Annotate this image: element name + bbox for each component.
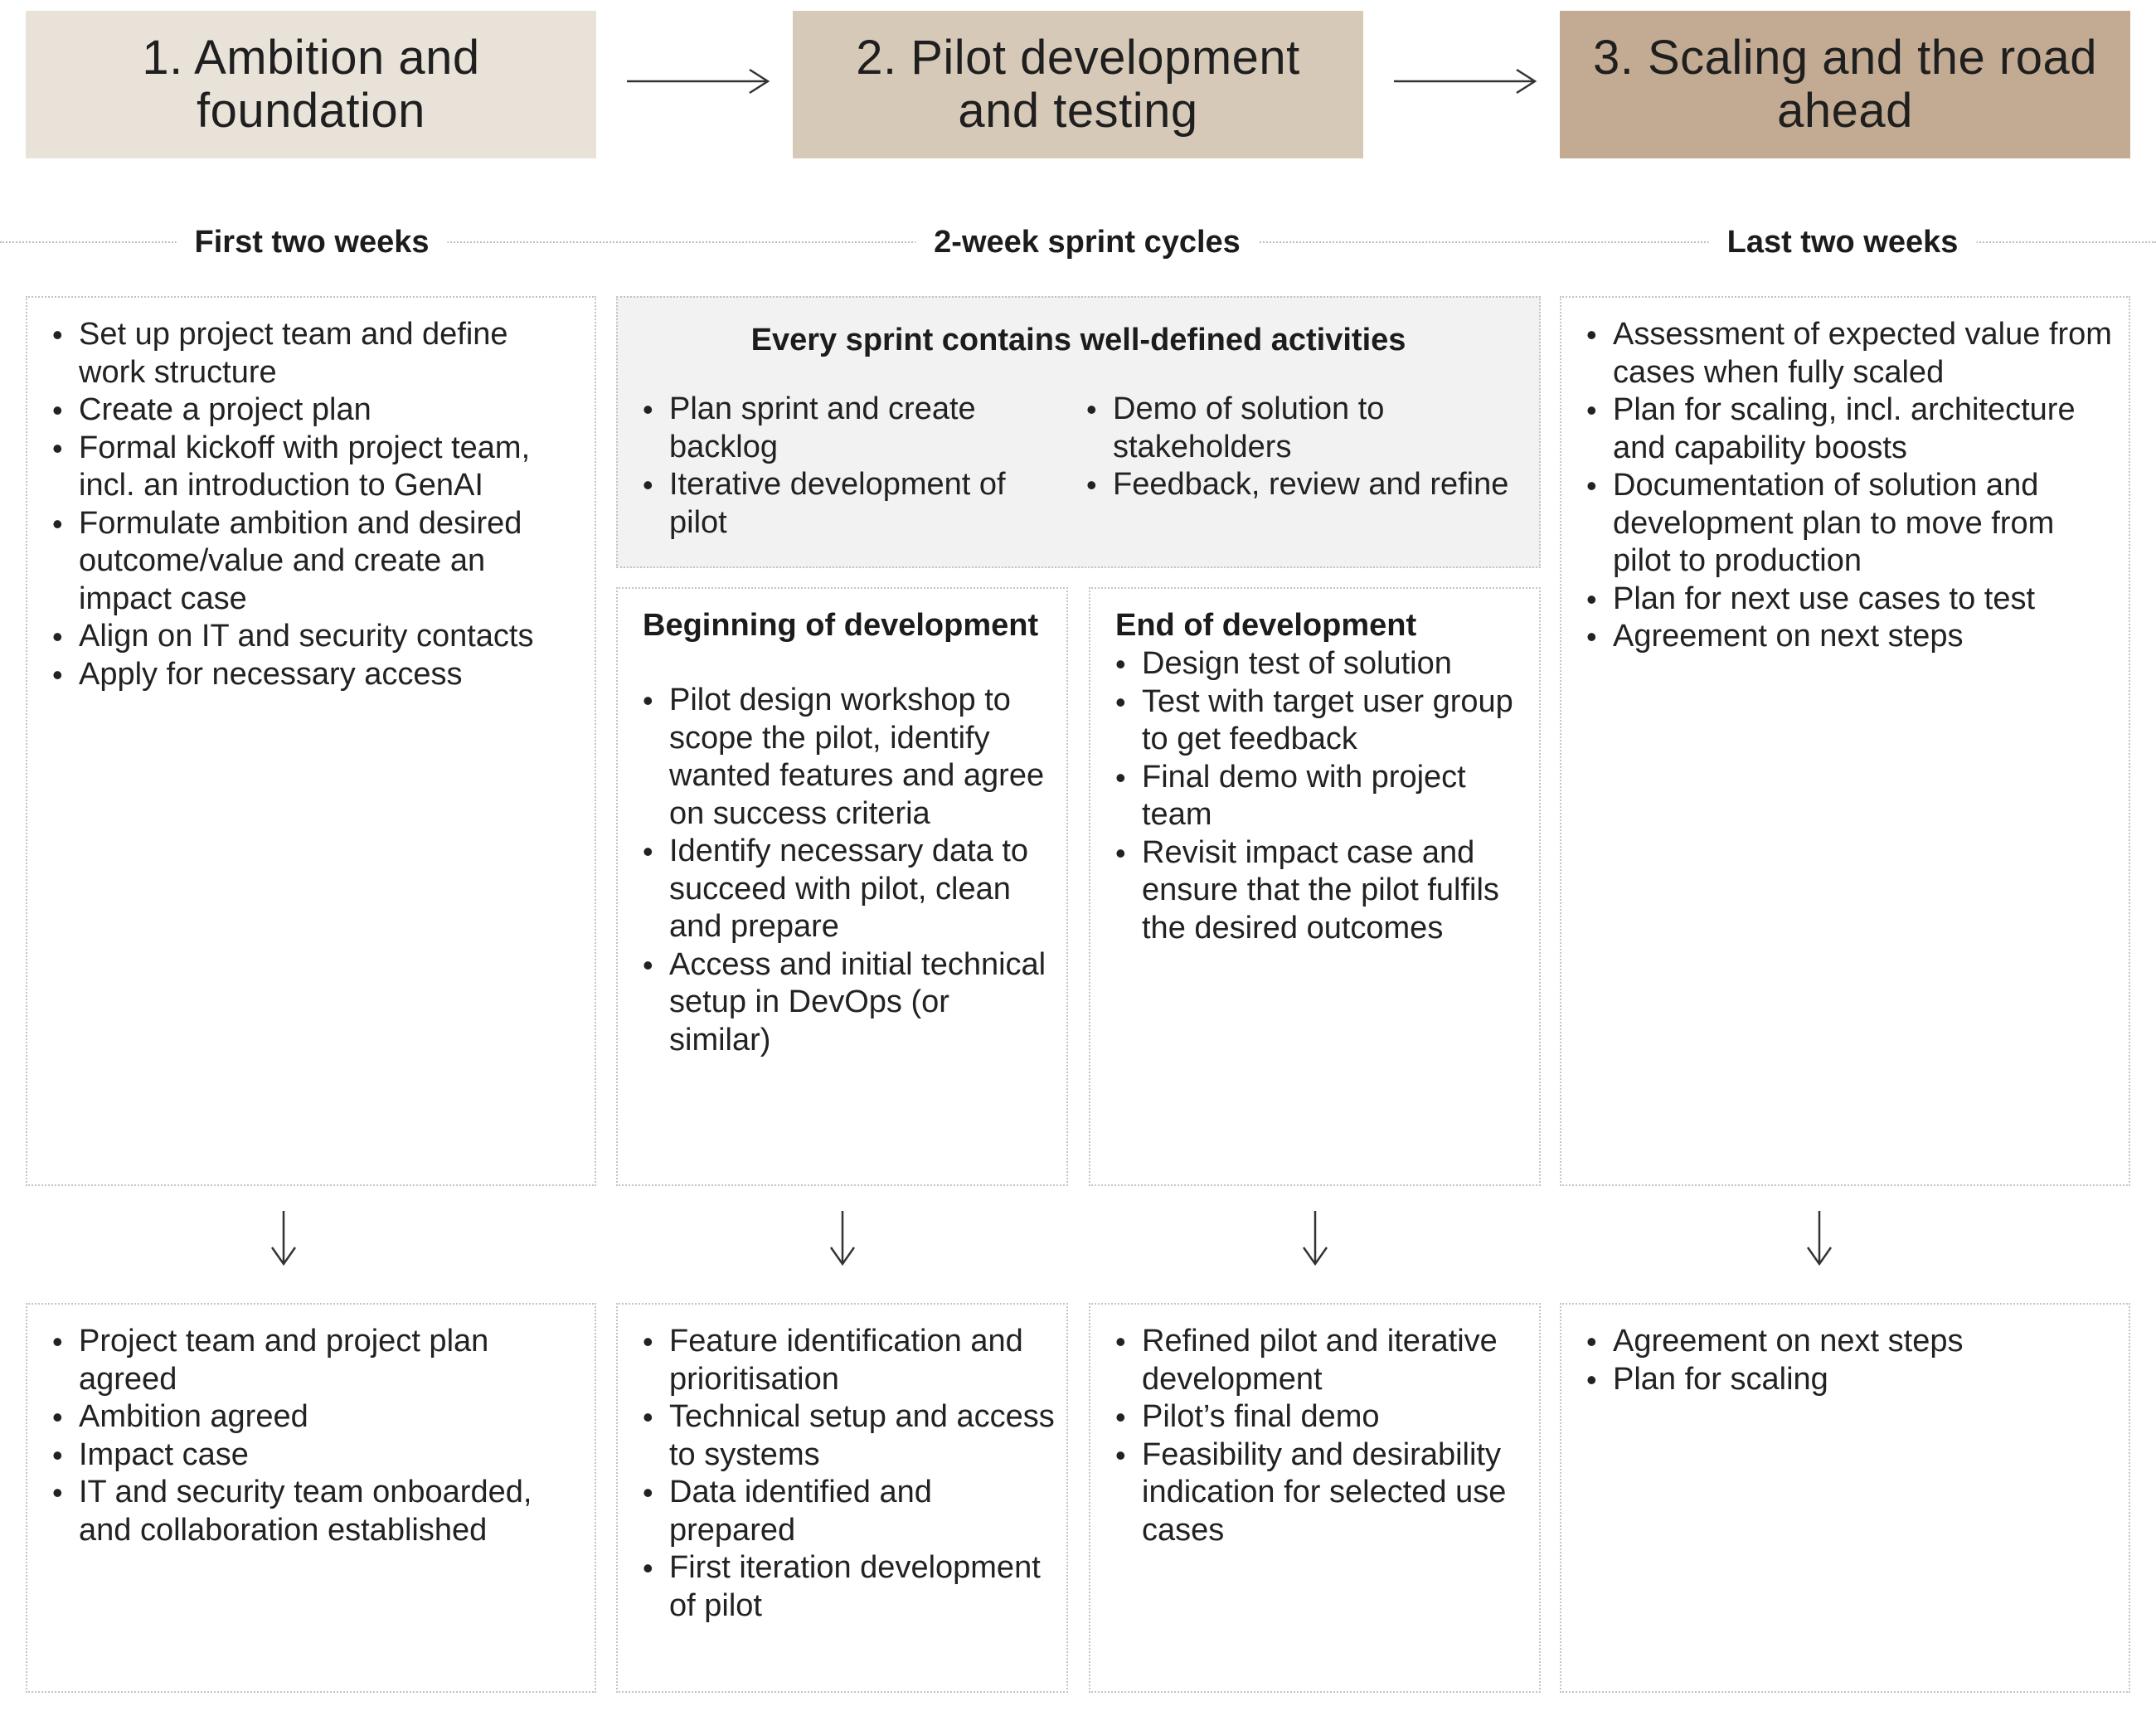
list-item: • Pilot’s final demo [1115,1398,1530,1436]
list-item: • Demo of solution to stakeholders [1086,391,1517,466]
list-item: • Impact case [52,1436,583,1475]
sprint-title: Every sprint contains well-defined activities [750,323,1406,357]
list-item: • Feature identification and prioritisation [643,1323,1057,1398]
list-item: • Identify necessary data to succeed with pilot, clean and prepare [643,833,1057,946]
arrow-down-icon [267,1209,300,1267]
list-item: • Refined pilot and iterative development [1115,1323,1530,1398]
phase-1-header: 1. Ambition and foundation [26,11,596,158]
list-item: • Set up project team and define work structure [52,316,583,391]
outcomes-box-2 [616,1303,1068,1693]
phase-3-activities-box [1560,296,2130,1186]
phase-1-activities-box [26,296,596,1186]
list-item: • Data identified and prepared [643,1474,1057,1549]
list-item: • Plan for next use cases to test [1586,581,2117,619]
list-item: • Apply for necessary access [52,656,583,694]
list-item: • Technical setup and access to systems [643,1398,1057,1474]
sprint-activities-box [616,296,1541,568]
outcomes-box-1 [26,1303,596,1693]
end-title: End of development [1115,608,1417,643]
outcomes-box-4 [1560,1303,2130,1693]
outcomes-list [1586,1323,2117,1398]
arrow-right-icon [625,65,771,98]
list-item: • Feedback, review and refine [1086,466,1517,504]
sprint-list-right [1086,391,1517,504]
beginning-title: Beginning of development [643,608,1039,643]
outcomes-list [1115,1323,1530,1549]
list-item: • Iterative development of pilot [643,466,1057,542]
list-item: • Formulate ambition and desired outcome/value and create an impact case [52,505,583,619]
outcomes-list [52,1323,583,1549]
sprint-list-left [643,391,1057,542]
list-item: • Design test of solution [1115,645,1530,683]
list-item: • Agreement on next steps [1586,618,2117,656]
beginning-list [643,682,1057,1059]
phase-3-header: 3. Scaling and the road ahead [1560,11,2130,158]
list-item: • Assessment of expected value from cases when fully scaled [1586,316,2117,391]
list-item: • Project team and project plan agreed [52,1323,583,1398]
timeline-label-last: Last two weeks [1709,217,1977,267]
outcomes-list [643,1323,1057,1625]
timeline-label-middle: 2-week sprint cycles [915,217,1259,267]
list-item: • Documentation of solution and development plan to move from pilot to production [1586,467,2117,581]
list-item: • Plan for scaling [1586,1361,2117,1399]
beginning-of-development-box [616,587,1068,1186]
list-item: • Align on IT and security contacts [52,618,583,656]
list-item: • Feasibility and desirability indication for selected use cases [1115,1436,1530,1550]
list-item: • Final demo with project team [1115,759,1530,834]
arrow-down-icon [826,1209,859,1267]
phase-3-activity-list [1586,316,2117,656]
end-list [1115,645,1530,947]
phase-2-header: 2. Pilot development and testing [793,11,1363,158]
end-of-development-box [1089,587,1541,1186]
list-item: • Plan sprint and create backlog [643,391,1057,466]
outcomes-box-3 [1089,1303,1541,1693]
arrow-right-icon [1392,65,1538,98]
arrow-down-icon [1803,1209,1836,1267]
list-item: • First iteration development of pilot [643,1549,1057,1625]
list-item: • Revisit impact case and ensure that the pilot fulfils the desired outcomes [1115,834,1530,948]
arrow-down-icon [1299,1209,1332,1267]
phase-1-activity-list [52,316,583,693]
list-item: • Access and initial technical setup in DevOps (or similar) [643,946,1057,1060]
list-item: • Create a project plan [52,391,583,430]
list-item: • Ambition agreed [52,1398,583,1436]
list-item: • Pilot design workshop to scope the pilot, identify wanted features and agree on success criteria [643,682,1057,833]
list-item: • Formal kickoff with project team, incl. an introduction to GenAI [52,430,583,505]
list-item: • IT and security team onboarded, and collaboration established [52,1474,583,1549]
list-item: • Agreement on next steps [1586,1323,2117,1361]
timeline-label-first: First two weeks [177,217,448,267]
list-item: • Plan for scaling, incl. architecture and capability boosts [1586,391,2117,467]
list-item: • Test with target user group to get feedback [1115,683,1530,759]
